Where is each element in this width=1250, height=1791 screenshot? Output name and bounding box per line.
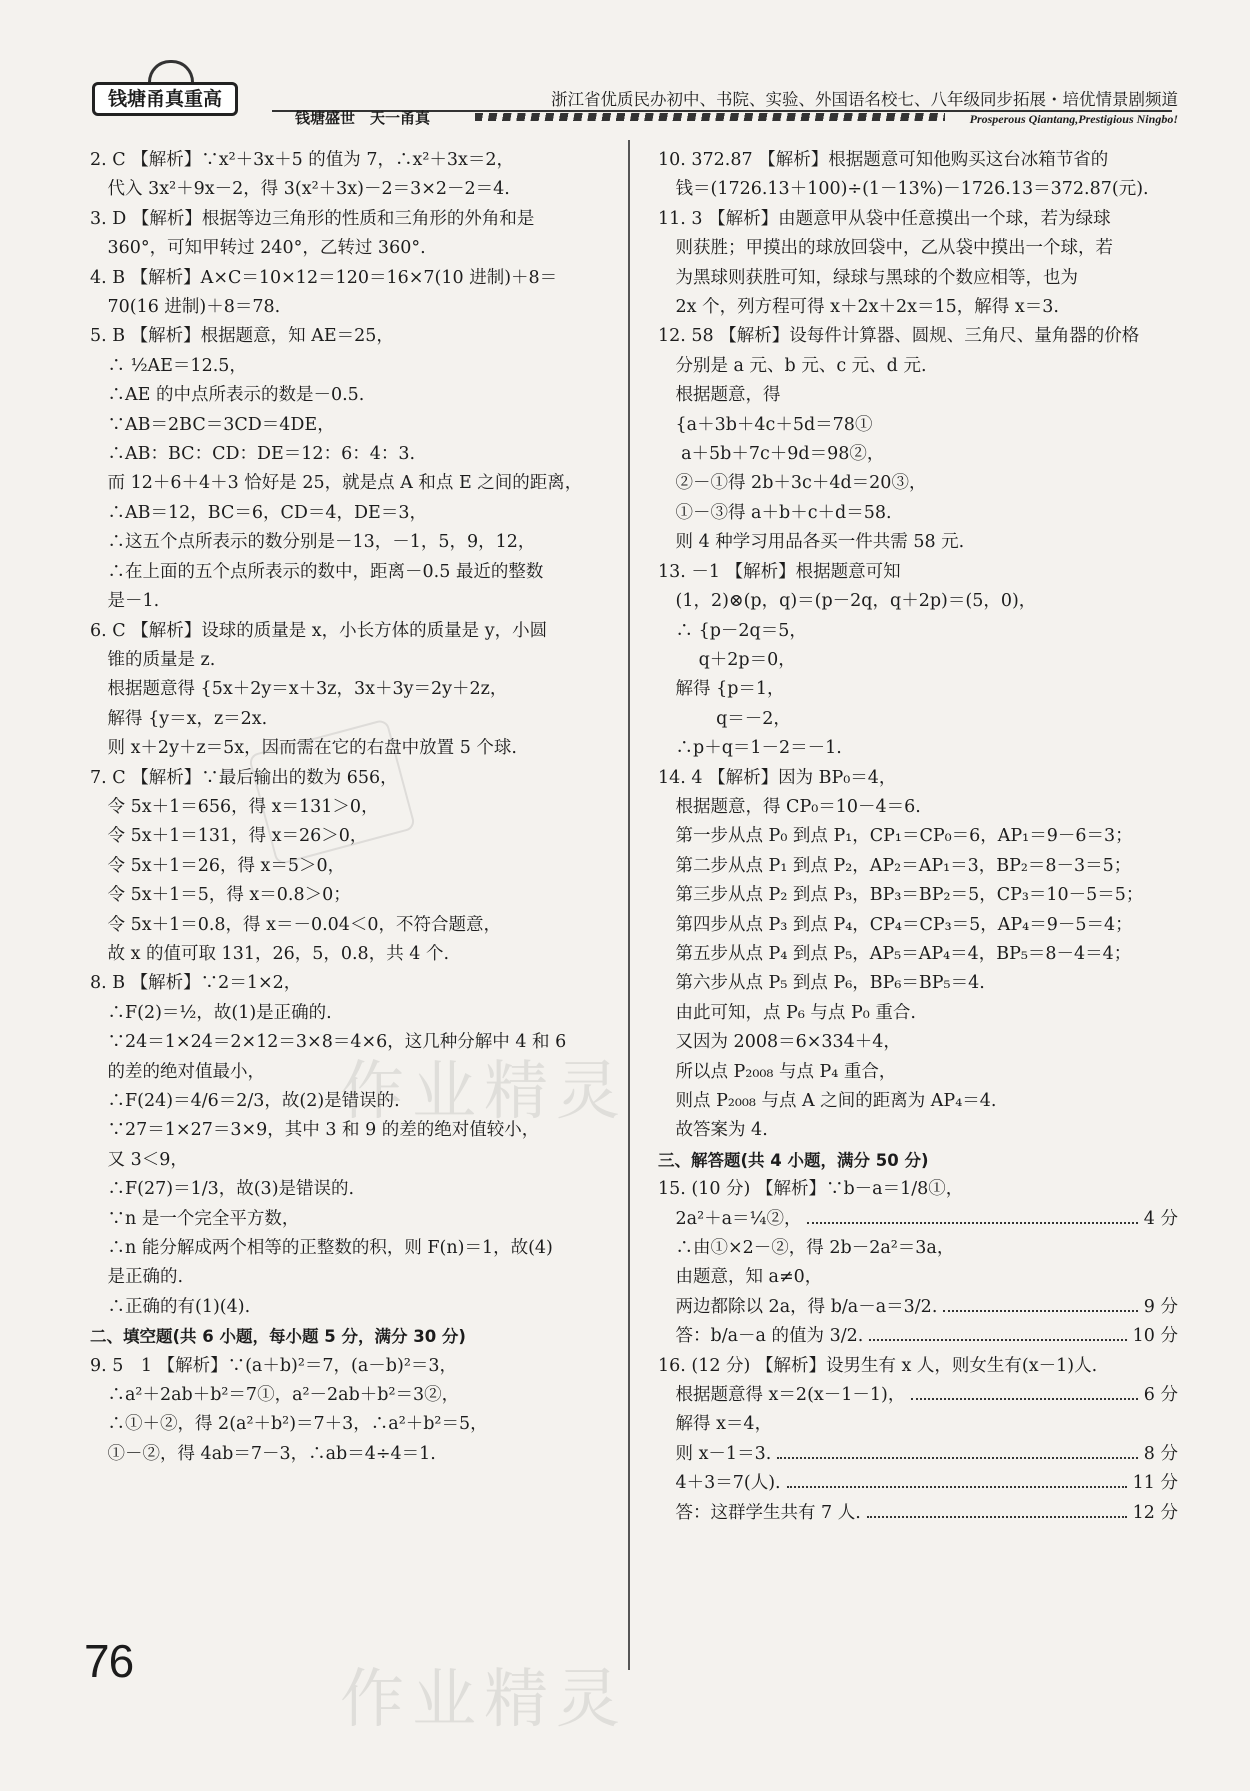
text-line: 2x 个，列方程可得 x＋2x＋2x＝15，解得 x＝3. — [658, 297, 1059, 318]
score-line-text: 根据题意得 x＝2(x－1－1)， — [658, 1385, 906, 1406]
text-line: 为黑球则获胜可知，绿球与黑球的个数应相等，也为 — [658, 267, 1078, 288]
text-line: 又因为 2008＝6×334＋4， — [658, 1032, 901, 1053]
text-line: 第一步从点 P₀ 到点 P₁，CP₁＝CP₀＝6，AP₁＝9－6＝3； — [658, 826, 1133, 847]
score-line — [658, 1440, 1178, 1469]
watermark: 作业精灵 — [340, 1055, 628, 1129]
score-points: 4 分 — [1143, 1208, 1178, 1229]
leader-dots — [807, 1222, 1137, 1224]
text-line: 令 5x＋1＝0.8，得 x＝－0.04＜0，不符合题意， — [90, 914, 502, 935]
text-line: ∴F(24)＝4/6＝2/3，故(2)是错误的. — [90, 1091, 400, 1111]
right-column-text — [658, 146, 1178, 1205]
text-line: 13. －1 【解析】根据题意可知 — [658, 561, 901, 582]
text-line: 令 5x＋1＝5，得 x＝0.8＞0； — [90, 885, 351, 906]
text-line: 7. C 【解析】∵最后输出的数为 656， — [90, 767, 398, 788]
score-line-text: 答：b/a－a 的值为 3/2. — [658, 1326, 864, 1347]
leader-dots — [867, 1516, 1127, 1518]
text-line: 第四步从点 P₃ 到点 P₄，CP₄＝CP₃＝5，AP₄＝9－5＝4； — [658, 914, 1133, 935]
score-line — [658, 1499, 1178, 1528]
text-line: 第五步从点 P₄ 到点 P₅，AP₅＝AP₄＝4，BP₅＝8－4＝4； — [658, 943, 1132, 964]
score-line — [658, 1381, 1178, 1410]
text-line: ②－①得 2b＋3c＋4d＝20③， — [658, 473, 927, 494]
text-line: ∴F(27)＝1/3，故(3)是错误的. — [90, 1179, 355, 1200]
text-line: 6. C 【解析】设球的质量是 x，小长方体的质量是 y，小圆 — [90, 620, 548, 641]
text-line: ∴ {p－2q＝5， — [658, 620, 807, 641]
score-line-text: 则 x－1＝3. — [658, 1443, 772, 1464]
text-line: 根据题意得 {5x＋2y＝x＋3z，3x＋3y＝2y＋2z， — [90, 679, 508, 700]
text-line: 是正确的. — [90, 1267, 184, 1288]
text-line: 解得 {y＝x，z＝2x. — [90, 708, 268, 729]
text-line: 则点 P₂₀₀₈ 与点 A 之间的距离为 AP₄＝4. — [658, 1091, 997, 1111]
text-line: 分别是 a 元、b 元、c 元、d 元. — [658, 355, 927, 376]
text-line: 2. C 【解析】∵x²＋3x＋5 的值为 7，∴x²＋3x＝2， — [90, 150, 515, 170]
series-logo: 钱塘甬真重高 — [92, 82, 238, 116]
text-line: ∴AB：BC：CD：DE＝12：6：4：3. — [90, 444, 416, 465]
score-line-text: 两边都除以 2a，得 b/a－a＝3/2. — [658, 1296, 938, 1317]
text-line: 3. D 【解析】根据等边三角形的性质和三角形的外角和是 — [90, 208, 535, 229]
score-points: 9 分 — [1143, 1296, 1178, 1317]
text-line: ∴在上面的五个点所表示的数中，距离－0.5 最近的整数 — [90, 561, 544, 582]
series-title: 浙江省优质民办初中、书院、实验、外国语名校七、八年级同步拓展・培优情景剧频道 — [551, 90, 1178, 109]
text-line: 则 4 种学习用品各买一件共需 58 元. — [658, 532, 965, 553]
header-stripes — [475, 113, 945, 121]
watermark-bottom: 作业精灵 — [340, 1663, 628, 1737]
score-points: 11 分 — [1132, 1473, 1178, 1494]
page-header — [0, 0, 1250, 140]
score-line-text: 16. (12 分) 【解析】设男生有 x 人，则女生有(x－1)人. — [658, 1355, 1098, 1376]
leader-dots — [911, 1398, 1137, 1400]
text-line: 令 5x＋1＝26，得 x＝5＞0， — [90, 855, 346, 876]
text-line: 三、解答题(共 4 小题，满分 50 分) — [658, 1150, 929, 1170]
score-line — [658, 1293, 1178, 1322]
text-line: ∴n 能分解成两个相等的正整数的积，则 F(n)＝1，故(4) — [90, 1238, 553, 1259]
text-line: 所以点 P₂₀₀₈ 与点 P₄ 重合， — [658, 1061, 897, 1082]
text-line: ∵AB＝2BC＝3CD＝4DE， — [90, 414, 335, 435]
text-line: 令 5x＋1＝656，得 x＝131＞0， — [90, 796, 379, 817]
text-line: ∵n 是一个完全平方数， — [90, 1208, 300, 1229]
text-line: {a＋3b＋4c＋5d＝78① — [658, 414, 873, 435]
text-line: ∴这五个点所表示的数分别是－13，－1，5，9，12， — [90, 532, 536, 553]
text-line: 根据题意，得 CP₀＝10－4＝6. — [658, 796, 921, 817]
text-line: ∵27＝1×27＝3×9，其中 3 和 9 的差的绝对值较小， — [90, 1120, 540, 1141]
score-line-text: ∴由①×2－②，得 2b－2a²＝3a， — [658, 1238, 955, 1259]
text-line: 12. 58 【解析】设每件计算器、圆规、三角尺、量角器的价格 — [658, 326, 1140, 347]
score-line-text: 解得 x＝4， — [658, 1414, 773, 1435]
text-line: 8. B 【解析】∵2＝1×2， — [90, 973, 302, 994]
leader-dots — [943, 1310, 1137, 1312]
text-line: 钱＝(1726.13＋100)÷(1－13%)－1726.13＝372.87(元). — [658, 179, 1149, 200]
text-line: q＝－2， — [658, 708, 791, 729]
leader-dots — [869, 1339, 1126, 1341]
text-line: 第二步从点 P₁ 到点 P₂，AP₂＝AP₁＝3，BP₂＝8－3＝5； — [658, 855, 1132, 876]
text-line: 由此可知，点 P₆ 与点 P₀ 重合. — [658, 1002, 916, 1023]
text-line: (1，2)⊗(p，q)＝(p－2q，q＋2p)＝(5，0)， — [658, 591, 1037, 612]
text-line: 是－1. — [90, 591, 160, 612]
text-line: 则获胜；甲摸出的球放回袋中，乙从袋中摸出一个球，若 — [658, 238, 1113, 259]
text-line: 5. B 【解析】根据题意，知 AE＝25， — [90, 326, 394, 347]
series-motto: 钱塘盛世 天一甬真 — [295, 109, 431, 127]
score-line — [658, 1410, 1178, 1439]
score-line — [658, 1469, 1178, 1498]
score-points: 12 分 — [1132, 1502, 1178, 1523]
text-line: 二、填空题(共 6 小题，每小题 5 分，满分 30 分) — [90, 1327, 466, 1347]
text-line: ∴正确的有(1)(4). — [90, 1296, 251, 1317]
text-line: 10. 372.87 【解析】根据题意可知他购买这台冰箱节省的 — [658, 150, 1109, 170]
score-line — [658, 1352, 1178, 1381]
text-line: 又 3＜9， — [90, 1149, 188, 1170]
series-english-motto: Prosperous Qiantang,Prestigious Ningbo! — [969, 112, 1178, 126]
leader-dots — [777, 1457, 1138, 1459]
text-line: 解得 {p＝1， — [658, 679, 785, 700]
score-points: 10 分 — [1132, 1326, 1178, 1347]
text-line: ∴p＋q＝1－2＝－1. — [658, 738, 842, 759]
score-line-text: 答：这群学生共有 7 人. — [658, 1502, 861, 1523]
scored-solution-lines — [658, 1205, 1178, 1528]
text-line: 4. B 【解析】A×C＝10×12＝120＝16×7(10 进制)＋8＝ — [90, 267, 558, 288]
score-line-text: 4＋3＝7(人). — [658, 1473, 781, 1494]
text-line: 360°，可知甲转过 240°，乙转过 360°. — [90, 238, 426, 259]
text-line: 故 x 的值可取 131，26，5，0.8，共 4 个. — [90, 943, 450, 964]
text-line: 故答案为 4. — [658, 1120, 768, 1141]
score-line — [658, 1263, 1178, 1292]
text-line: 根据题意，得 — [658, 385, 781, 406]
score-line-text: 2a²＋a＝¼②， — [658, 1208, 802, 1229]
text-line: 70(16 进制)＋8＝78. — [90, 297, 281, 318]
text-line: 第六步从点 P₅ 到点 P₆，BP₆＝BP₅＝4. — [658, 973, 985, 994]
score-points: 8 分 — [1143, 1443, 1178, 1464]
page-number: 76 — [84, 1635, 134, 1687]
text-line: 则 x＋2y＋z＝5x，因而需在它的右盘中放置 5 个球. — [90, 738, 517, 759]
score-line — [658, 1234, 1178, 1263]
text-line: 的差的绝对值最小， — [90, 1061, 265, 1082]
text-line: 锥的质量是 z. — [90, 649, 216, 670]
text-line: q＋2p＝0， — [658, 649, 796, 670]
text-line: ∴①＋②，得 2(a²＋b²)＝7＋3，∴a²＋b²＝5， — [90, 1414, 488, 1435]
text-line: 而 12＋6＋4＋3 恰好是 25，就是点 A 和点 E 之间的距离， — [90, 473, 583, 494]
right-column — [658, 146, 1178, 1528]
score-line — [658, 1205, 1178, 1234]
text-line: ∴ ½AE＝12.5， — [90, 355, 247, 376]
text-line: ①－③得 a＋b＋c＋d＝58. — [658, 502, 892, 523]
column-divider — [628, 140, 630, 1670]
text-line: ∴F(2)＝½，故(1)是正确的. — [90, 1002, 332, 1023]
text-line: 11. 3 【解析】由题意甲从袋中任意摸出一个球，若为绿球 — [658, 208, 1111, 229]
text-line: ∴AE 的中点所表示的数是－0.5. — [90, 385, 365, 406]
text-line: 14. 4 【解析】因为 BP₀＝4， — [658, 767, 897, 788]
score-line — [658, 1322, 1178, 1351]
text-line: a＋5b＋7c＋9d＝98②， — [658, 444, 885, 465]
text-line: 第三步从点 P₂ 到点 P₃，BP₃＝BP₂＝5，CP₃＝10－5＝5； — [658, 885, 1144, 906]
score-points: 6 分 — [1143, 1385, 1178, 1406]
text-line: ①－②，得 4ab＝7－3，∴ab＝4÷4＝1. — [90, 1443, 436, 1464]
leader-dots — [787, 1486, 1127, 1488]
text-line: 15. (10 分) 【解析】∵b－a＝1/8①， — [658, 1179, 964, 1200]
score-line-text: 由题意，知 a≠0， — [658, 1267, 823, 1288]
text-line: ∴a²＋2ab＋b²＝7①，a²－2ab＋b²＝3②， — [90, 1385, 460, 1406]
text-line: 令 5x＋1＝131，得 x＝26＞0， — [90, 826, 368, 847]
text-line: 9. 5 1 【解析】∵(a＋b)²＝7，(a－b)²＝3， — [90, 1355, 457, 1376]
text-line: ∵24＝1×24＝2×12＝3×8＝4×6，这几种分解中 4 和 6 — [90, 1032, 567, 1053]
text-line: ∴AB＝12，BC＝6，CD＝4，DE＝3， — [90, 502, 427, 523]
text-line: 代入 3x²＋9x－2，得 3(x²＋3x)－2＝3×2－2＝4. — [90, 179, 510, 200]
